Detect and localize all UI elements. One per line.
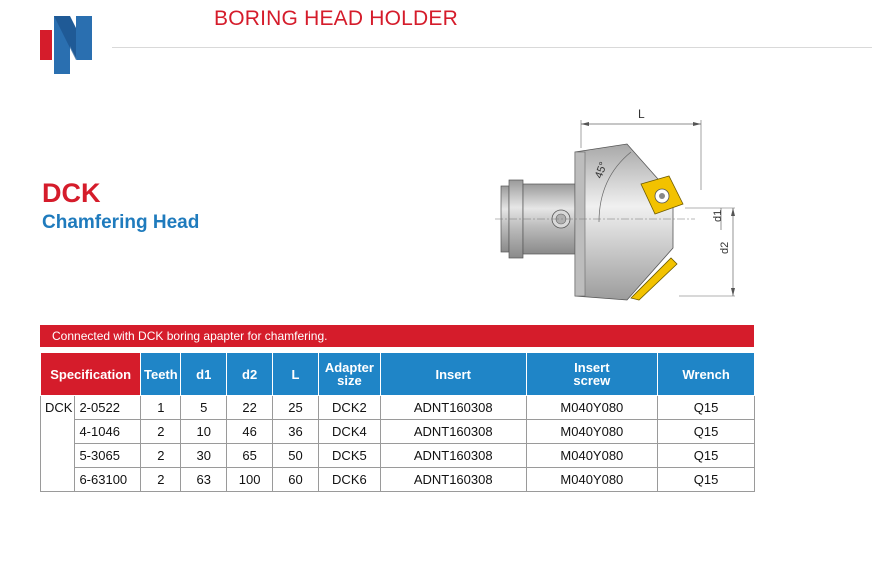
chamfering-head-drawing [495, 100, 755, 310]
cell-adapter: DCK5 [318, 444, 380, 468]
cell-teeth: 2 [141, 444, 181, 468]
table-header-row [41, 353, 755, 396]
cell-insert: ADNT160308 [380, 444, 526, 468]
cell-wrench: Q15 [658, 444, 755, 468]
cell-insert: ADNT160308 [380, 468, 526, 492]
header-specification: Specification [41, 353, 141, 396]
header-teeth: Teeth [141, 353, 181, 396]
header-d2: d2 [227, 353, 273, 396]
header-adapter-size [318, 353, 380, 396]
company-logo [40, 16, 104, 74]
cell-wrench: Q15 [658, 468, 755, 492]
cell-teeth: 2 [141, 420, 181, 444]
header-insert-screw [526, 353, 658, 396]
cell-screw: M040Y080 [526, 396, 658, 420]
cell-d2: 46 [227, 420, 273, 444]
cell-adapter: DCK4 [318, 420, 380, 444]
cell-spec: 5-3065 [75, 444, 141, 468]
cell-l: 25 [273, 396, 319, 420]
cell-d2: 65 [227, 444, 273, 468]
info-banner: Connected with DCK boring apapter for chamfering. [40, 325, 754, 347]
cell-spec: 6-63100 [75, 468, 141, 492]
cell-d2: 100 [227, 468, 273, 492]
cell-d1: 10 [181, 420, 227, 444]
header-screw-line2: screw [573, 373, 611, 388]
header-adapter-line1: Adapter [324, 360, 374, 375]
header-screw-line1: Insert [574, 360, 610, 375]
cell-teeth: 2 [141, 468, 181, 492]
cell-d1: 30 [181, 444, 227, 468]
product-code: DCK [42, 178, 101, 208]
dimension-label-d2: d2 [719, 241, 731, 254]
header-d1: d1 [181, 353, 227, 396]
series-code: DCK [41, 396, 75, 492]
page-title: BORING HEAD HOLDER [214, 7, 458, 30]
header-wrench: Wrench [658, 353, 755, 396]
cell-screw: M040Y080 [526, 468, 658, 492]
cell-screw: M040Y080 [526, 444, 658, 468]
cell-d1: 63 [181, 468, 227, 492]
dimension-label-d1: d1 [712, 209, 724, 222]
table-row [41, 420, 755, 444]
cell-insert: ADNT160308 [380, 396, 526, 420]
dimension-label-l: L [638, 107, 645, 121]
cell-l: 50 [273, 444, 319, 468]
cell-spec: 2-0522 [75, 396, 141, 420]
table-row [41, 468, 755, 492]
cell-wrench: Q15 [658, 420, 755, 444]
cell-spec: 4-1046 [75, 420, 141, 444]
product-name: Chamfering Head [42, 212, 200, 233]
cell-wrench: Q15 [658, 396, 755, 420]
table-row [41, 444, 755, 468]
cell-insert: ADNT160308 [380, 420, 526, 444]
cell-adapter: DCK2 [318, 396, 380, 420]
header-divider [112, 47, 872, 48]
header-insert: Insert [380, 353, 526, 396]
cell-l: 36 [273, 420, 319, 444]
header-adapter-line2: size [337, 373, 362, 388]
cell-l: 60 [273, 468, 319, 492]
cell-adapter: DCK6 [318, 468, 380, 492]
angle-label: 45° [592, 160, 610, 181]
specification-table [40, 352, 755, 492]
cell-d1: 5 [181, 396, 227, 420]
cell-d2: 22 [227, 396, 273, 420]
cell-screw: M040Y080 [526, 420, 658, 444]
header-l: L [273, 353, 319, 396]
table-row [41, 396, 755, 420]
cell-teeth: 1 [141, 396, 181, 420]
